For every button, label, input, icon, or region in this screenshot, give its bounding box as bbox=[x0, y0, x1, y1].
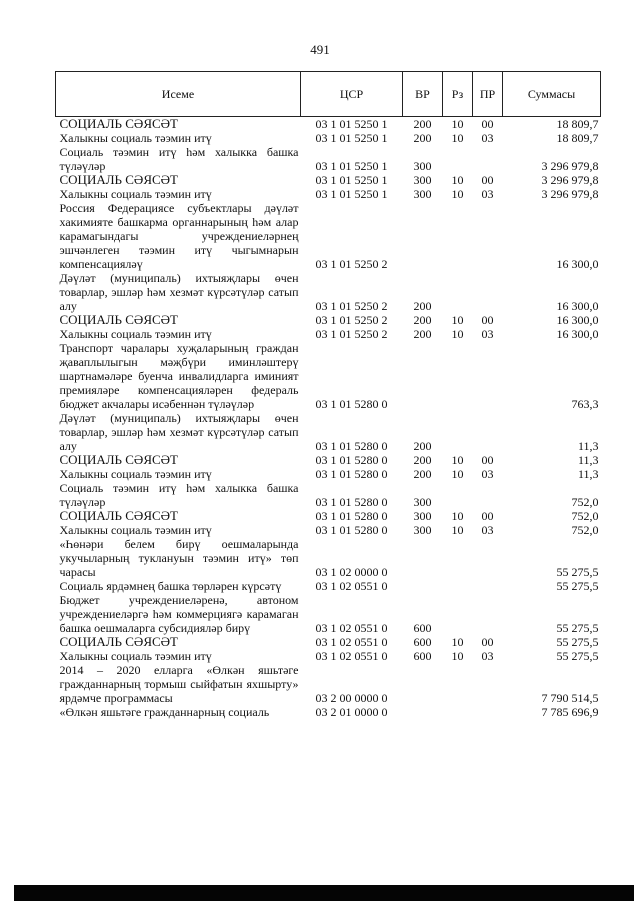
cell-sum: 3 296 979,8 bbox=[541, 159, 599, 173]
cell-pr bbox=[473, 341, 503, 411]
cell-name: СОЦИАЛЬ СӘЯСӘТ bbox=[59, 312, 178, 327]
cell-pr: 03 bbox=[481, 649, 494, 663]
cell-rz: 10 bbox=[451, 635, 464, 649]
cell-pr: 00 bbox=[481, 509, 494, 523]
cell-name: Халыкны социаль тәэмин итү bbox=[59, 131, 212, 145]
cell-sum: 7 790 514,5 bbox=[541, 691, 599, 705]
cell-vr: 200 bbox=[413, 327, 432, 341]
cell-name: Бюджет учреждениеләренә, автоном учреждениеләргә һәм коммерциягә карамаган башка оешмаларга субсидияләр бирү bbox=[59, 593, 299, 635]
table-row bbox=[56, 649, 601, 663]
cell-csr: 03 1 01 5280 0 bbox=[315, 495, 388, 509]
cell-rz bbox=[443, 579, 473, 593]
table-body bbox=[56, 117, 601, 720]
cell-rz: 10 bbox=[451, 649, 464, 663]
cell-vr bbox=[403, 579, 443, 593]
cell-vr: 300 bbox=[413, 187, 432, 201]
cell-rz bbox=[443, 663, 473, 705]
cell-name: «Өлкән яшьтәге гражданнарның социаль bbox=[59, 705, 270, 719]
table-row bbox=[56, 145, 601, 173]
table-row bbox=[56, 453, 601, 467]
cell-csr: 03 1 01 5250 1 bbox=[315, 187, 388, 201]
cell-vr: 200 bbox=[413, 467, 432, 481]
table-row bbox=[56, 481, 601, 509]
cell-pr: 03 bbox=[481, 131, 494, 145]
cell-pr bbox=[473, 271, 503, 313]
cell-csr: 03 1 01 5250 1 bbox=[315, 159, 388, 173]
cell-csr: 03 2 01 0000 0 bbox=[315, 705, 388, 719]
cell-sum: 752,0 bbox=[571, 495, 599, 509]
cell-rz: 10 bbox=[451, 117, 464, 131]
cell-name: СОЦИАЛЬ СӘЯСӘТ bbox=[59, 634, 178, 649]
cell-csr: 03 1 01 5250 2 bbox=[315, 313, 388, 327]
cell-csr: 03 1 01 5280 0 bbox=[315, 523, 388, 537]
budget-table bbox=[55, 71, 601, 719]
cell-csr: 03 1 01 5280 0 bbox=[315, 397, 388, 411]
col-header-csr: ЦСР bbox=[301, 72, 403, 117]
cell-rz bbox=[443, 201, 473, 271]
cell-pr bbox=[473, 579, 503, 593]
cell-rz: 10 bbox=[451, 453, 464, 467]
cell-pr bbox=[473, 663, 503, 705]
cell-rz: 10 bbox=[451, 187, 464, 201]
cell-vr: 600 bbox=[413, 621, 432, 635]
cell-sum: 55 275,5 bbox=[556, 621, 599, 635]
cell-rz: 10 bbox=[451, 131, 464, 145]
cell-name: Россия Федерациясе субъектлары дәүләт хакимияте башкарма органнарының һәм алар карамагындагы учреждениеләрнең эшчәнлеген тәэмин итү чыгымнарын компенсацияләү bbox=[59, 201, 299, 271]
cell-rz bbox=[443, 481, 473, 509]
cell-vr: 200 bbox=[413, 439, 432, 453]
cell-sum: 11,3 bbox=[577, 467, 599, 481]
cell-sum: 3 296 979,8 bbox=[541, 187, 599, 201]
table-row bbox=[56, 173, 601, 187]
cell-sum: 752,0 bbox=[571, 509, 599, 523]
cell-rz bbox=[443, 145, 473, 173]
cell-pr: 03 bbox=[481, 327, 494, 341]
table-row bbox=[56, 635, 601, 649]
cell-csr: 03 1 02 0551 0 bbox=[315, 635, 388, 649]
table-header-row bbox=[56, 72, 601, 117]
cell-sum: 763,3 bbox=[571, 397, 599, 411]
col-header-sum: Суммасы bbox=[503, 72, 601, 117]
table-row bbox=[56, 201, 601, 271]
cell-rz: 10 bbox=[451, 327, 464, 341]
cell-sum: 18 809,7 bbox=[556, 131, 599, 145]
col-header-rz: Рз bbox=[443, 72, 473, 117]
table-row bbox=[56, 537, 601, 579]
cell-csr: 03 1 01 5280 0 bbox=[315, 509, 388, 523]
cell-sum: 16 300,0 bbox=[556, 299, 599, 313]
scan-edge-bar bbox=[14, 885, 634, 901]
col-header-pr: ПР bbox=[473, 72, 503, 117]
cell-vr: 300 bbox=[413, 509, 432, 523]
cell-rz: 10 bbox=[451, 173, 464, 187]
cell-name: «Һөнәри белем бирү оешмаларында укучыларның туклануын тәэмин итү» төп чарасы bbox=[59, 537, 299, 579]
cell-csr: 03 1 01 5250 1 bbox=[315, 117, 388, 131]
cell-name: Социаль тәэмин итү һәм халыкка башка түләүләр bbox=[59, 481, 299, 509]
page-number: 491 bbox=[310, 42, 330, 57]
cell-name: Халыкны социаль тәэмин итү bbox=[59, 467, 212, 481]
table-row bbox=[56, 593, 601, 635]
cell-pr: 00 bbox=[481, 117, 494, 131]
cell-csr: 03 1 02 0551 0 bbox=[315, 621, 388, 635]
cell-vr: 600 bbox=[413, 649, 432, 663]
table-row bbox=[56, 341, 601, 411]
table-row bbox=[56, 271, 601, 313]
cell-name: Халыкны социаль тәэмин итү bbox=[59, 187, 212, 201]
cell-name: СОЦИАЛЬ СӘЯСӘТ bbox=[59, 452, 178, 467]
cell-sum: 3 296 979,8 bbox=[541, 173, 599, 187]
table-row bbox=[56, 467, 601, 481]
cell-rz: 10 bbox=[451, 509, 464, 523]
cell-pr: 03 bbox=[481, 467, 494, 481]
cell-vr bbox=[403, 705, 443, 719]
table-row bbox=[56, 579, 601, 593]
cell-vr: 600 bbox=[413, 635, 432, 649]
cell-csr: 03 1 01 5250 1 bbox=[315, 131, 388, 145]
cell-pr: 00 bbox=[481, 173, 494, 187]
table-row bbox=[56, 187, 601, 201]
cell-rz: 10 bbox=[451, 313, 464, 327]
cell-csr: 03 1 02 0000 0 bbox=[315, 565, 388, 579]
cell-rz: 10 bbox=[451, 523, 464, 537]
cell-rz bbox=[443, 593, 473, 635]
table-row bbox=[56, 705, 601, 719]
cell-csr: 03 1 01 5250 2 bbox=[315, 257, 388, 271]
cell-pr bbox=[473, 593, 503, 635]
cell-name: СОЦИАЛЬ СӘЯСӘТ bbox=[59, 508, 178, 523]
cell-vr: 300 bbox=[413, 173, 432, 187]
table-row bbox=[56, 117, 601, 132]
table-row bbox=[56, 523, 601, 537]
cell-pr: 00 bbox=[481, 313, 494, 327]
cell-vr: 300 bbox=[413, 159, 432, 173]
table-row bbox=[56, 411, 601, 453]
cell-name: СОЦИАЛЬ СӘЯСӘТ bbox=[59, 116, 178, 131]
cell-name: Дәүләт (муниципаль) ихтыяҗлары өчен товарлар, эшләр һәм хезмәт күрсәтүләр сатып алу bbox=[59, 411, 299, 453]
table-row bbox=[56, 313, 601, 327]
cell-pr: 03 bbox=[481, 187, 494, 201]
cell-pr bbox=[473, 411, 503, 453]
col-header-vr: ВР bbox=[403, 72, 443, 117]
cell-csr: 03 1 01 5250 2 bbox=[315, 327, 388, 341]
cell-pr bbox=[473, 705, 503, 719]
cell-sum: 16 300,0 bbox=[556, 257, 599, 271]
cell-sum: 7 785 696,9 bbox=[541, 705, 599, 719]
cell-name: Халыкны социаль тәэмин итү bbox=[59, 327, 212, 341]
cell-csr: 03 2 00 0000 0 bbox=[315, 691, 388, 705]
cell-sum: 18 809,7 bbox=[556, 117, 599, 131]
cell-pr: 03 bbox=[481, 523, 494, 537]
cell-name: Дәүләт (муниципаль) ихтыяҗлары өчен товарлар, эшләр һәм хезмәт күрсәтүләр сатып алу bbox=[59, 271, 299, 313]
cell-vr: 200 bbox=[413, 299, 432, 313]
cell-name: Социаль ярдәмнең башка төрләрен күрсәтү bbox=[59, 579, 282, 593]
cell-csr: 03 1 02 0551 0 bbox=[315, 579, 388, 593]
table-row bbox=[56, 131, 601, 145]
cell-vr: 200 bbox=[413, 131, 432, 145]
cell-sum: 11,3 bbox=[577, 453, 599, 467]
cell-vr: 300 bbox=[413, 495, 432, 509]
cell-vr: 300 bbox=[413, 523, 432, 537]
cell-sum: 55 275,5 bbox=[556, 635, 599, 649]
cell-vr: 200 bbox=[413, 313, 432, 327]
cell-pr bbox=[473, 537, 503, 579]
cell-vr bbox=[403, 537, 443, 579]
cell-sum: 55 275,5 bbox=[556, 649, 599, 663]
cell-csr: 03 1 01 5280 0 bbox=[315, 467, 388, 481]
cell-sum: 752,0 bbox=[571, 523, 599, 537]
cell-rz bbox=[443, 537, 473, 579]
cell-vr: 200 bbox=[413, 453, 432, 467]
cell-sum: 55 275,5 bbox=[556, 579, 599, 593]
col-header-name: Исеме bbox=[56, 72, 301, 117]
cell-pr bbox=[473, 481, 503, 509]
cell-name: Социаль тәэмин итү һәм халыкка башка түләүләр bbox=[59, 145, 299, 173]
cell-pr bbox=[473, 145, 503, 173]
table-row bbox=[56, 327, 601, 341]
cell-csr: 03 1 02 0551 0 bbox=[315, 649, 388, 663]
cell-sum: 16 300,0 bbox=[556, 327, 599, 341]
cell-pr: 00 bbox=[481, 635, 494, 649]
cell-name: Транспорт чаралары хуҗаларының граждан җаваплылыгын мәҗбүри иминләштерү шартнамәләре буенча инвалидларга иминият премияләре компенсацияләрен федераль бюджет акчалары исәбеннән түләүләр bbox=[59, 341, 299, 411]
cell-vr bbox=[403, 201, 443, 271]
table-row bbox=[56, 509, 601, 523]
cell-pr bbox=[473, 201, 503, 271]
cell-rz bbox=[443, 705, 473, 719]
cell-vr bbox=[403, 341, 443, 411]
cell-csr: 03 1 01 5280 0 bbox=[315, 439, 388, 453]
cell-vr bbox=[403, 663, 443, 705]
cell-name: СОЦИАЛЬ СӘЯСӘТ bbox=[59, 172, 178, 187]
cell-sum: 55 275,5 bbox=[556, 565, 599, 579]
table-row bbox=[56, 663, 601, 705]
cell-pr: 00 bbox=[481, 453, 494, 467]
cell-name: 2014 – 2020 елларга «Өлкән яшьтәге гражданнарның тормыш сыйфатын яхшырту» ярдәмче программасы bbox=[59, 663, 299, 705]
cell-rz bbox=[443, 411, 473, 453]
cell-name: Халыкны социаль тәэмин итү bbox=[59, 523, 212, 537]
cell-vr: 200 bbox=[413, 117, 432, 131]
cell-csr: 03 1 01 5280 0 bbox=[315, 453, 388, 467]
cell-sum: 11,3 bbox=[577, 439, 599, 453]
cell-name: Халыкны социаль тәэмин итү bbox=[59, 649, 212, 663]
cell-rz: 10 bbox=[451, 467, 464, 481]
cell-rz bbox=[443, 271, 473, 313]
cell-sum: 16 300,0 bbox=[556, 313, 599, 327]
cell-csr: 03 1 01 5250 2 bbox=[315, 299, 388, 313]
cell-csr: 03 1 01 5250 1 bbox=[315, 173, 388, 187]
cell-rz bbox=[443, 341, 473, 411]
